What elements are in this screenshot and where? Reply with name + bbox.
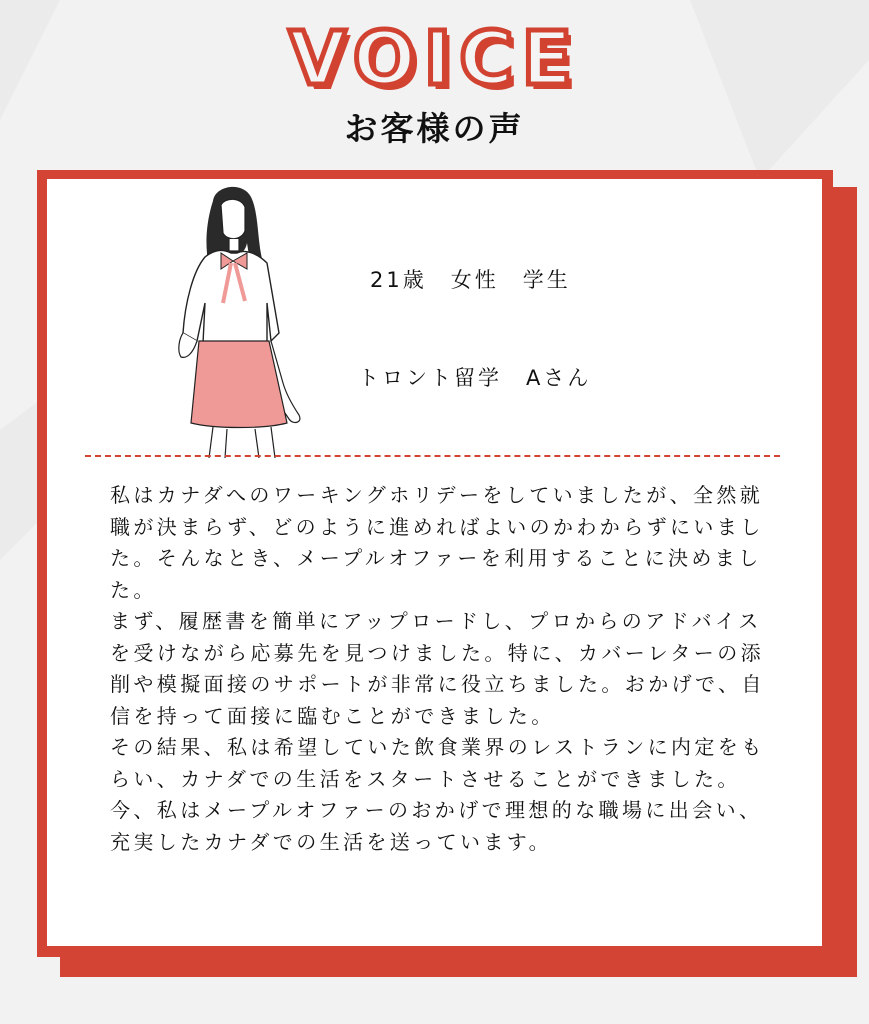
testimonial-paragraph: 今、私はメープルオファーのおかげで理想的な職場に出会い、充実したカナダでの生活を送っています。 bbox=[110, 798, 763, 854]
customer-study-location-name: トロント留学 Aさん bbox=[358, 366, 592, 390]
customer-age-gender-occupation: 21歳 女性 学生 bbox=[370, 268, 571, 292]
testimonial-paragraph: まず、履歴書を簡単にアップロードし、プロからのアドバイスを受けながら応募先を見つけました。特に、カバーレターの添削や模擬面接のサポートが非常に役立ちました。おかげで、自信を持って面接に臨むことができました。 bbox=[110, 609, 765, 728]
dashed-divider bbox=[85, 455, 780, 457]
testimonial-text bbox=[110, 480, 770, 858]
testimonial-paragraph: その結果、私は希望していた飲食業界のレストランに内定をもらい、カナダでの生活をスタートさせることができました。 bbox=[110, 735, 765, 791]
page-subtitle: お客様の声 bbox=[344, 109, 525, 148]
student-illustration-icon bbox=[175, 183, 310, 458]
page-title: VOICE bbox=[288, 16, 581, 102]
testimonial-paragraph: 私はカナダへのワーキングホリデーをしていましたが、全然就職が決まらず、どのように進めればよいのかわからずにいました。そんなとき、メープルオファーを利用することに決めました。 bbox=[110, 483, 764, 602]
